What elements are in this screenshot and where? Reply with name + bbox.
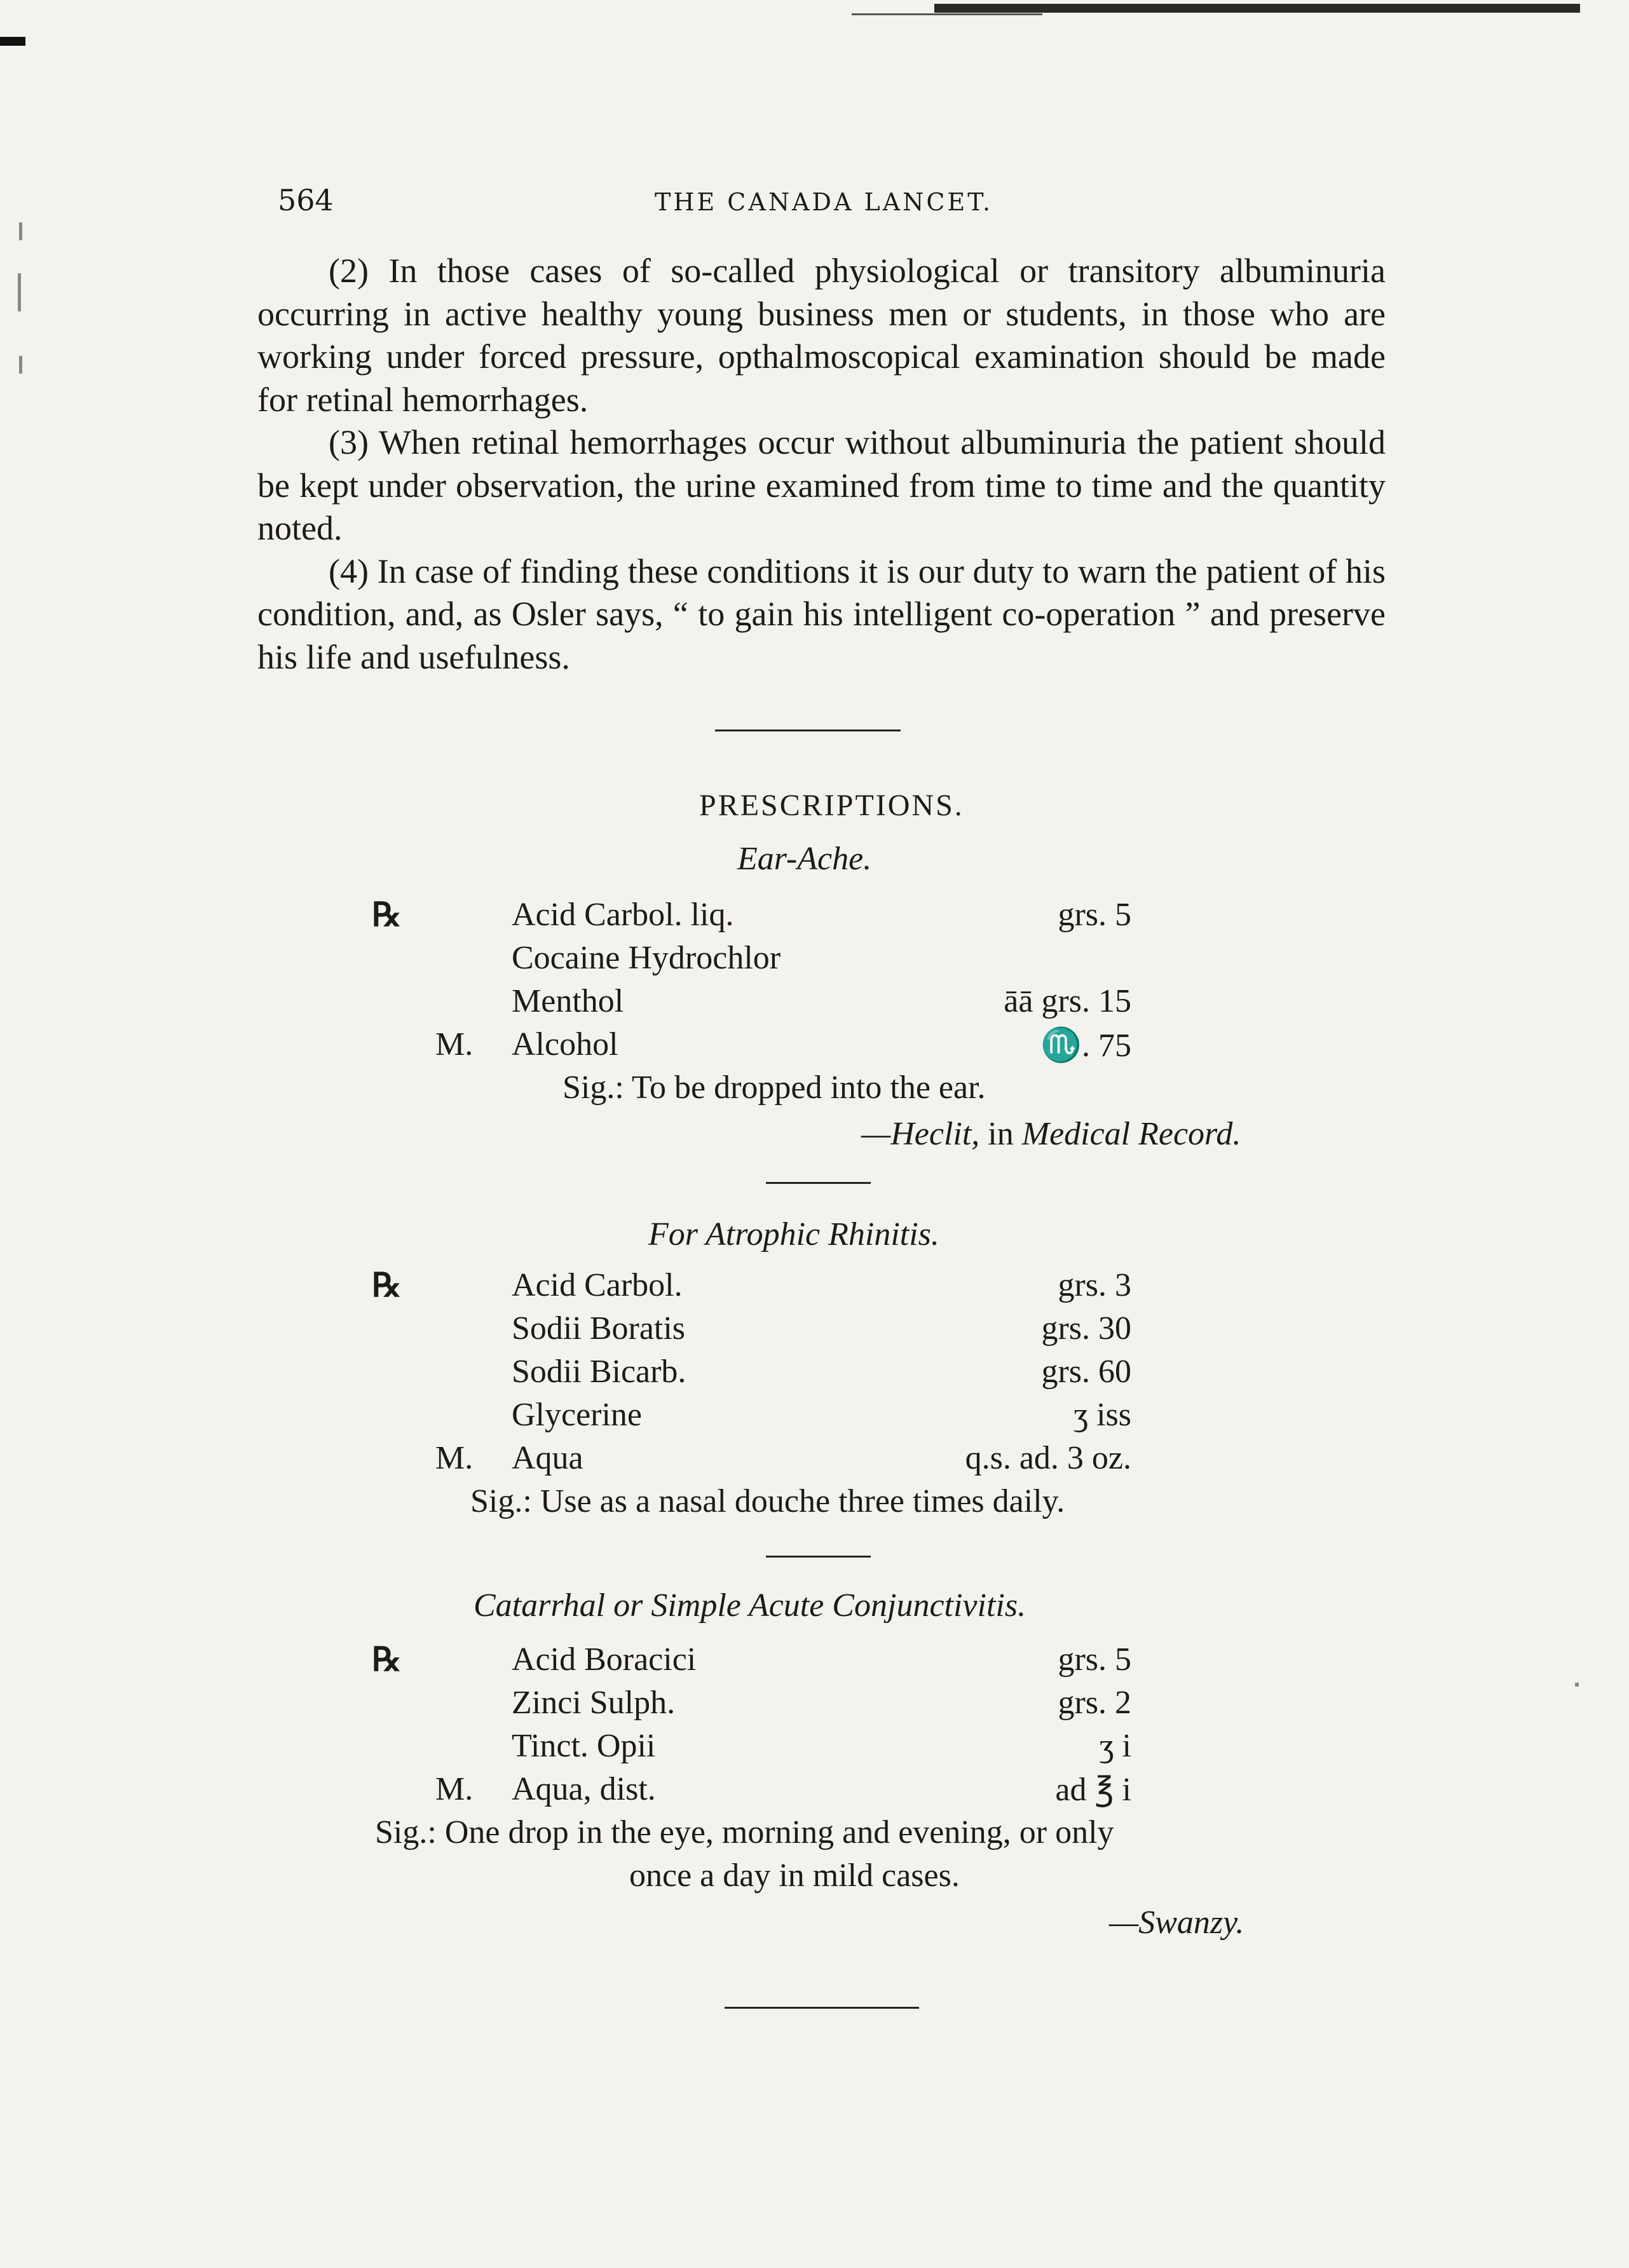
ingredient-quantity: ♏. 75 [1040,1028,1131,1064]
ingredient-name: Zinci Sulph. [512,1685,676,1721]
signa-instruction: Sig.: Use as a nasal douche three times daily. [470,1483,1065,1519]
scan-border-line [852,13,1042,15]
recipe-symbol: ℞ [372,897,402,934]
ingredient-name: Menthol [512,983,624,1019]
section-heading: PRESCRIPTIONS. [699,789,964,822]
ingredient-name: Acid Boracici [512,1641,697,1678]
ingredient-name: Tinct. Opii [512,1728,656,1764]
ingredient-quantity: grs. 5 [1058,897,1131,933]
ingredient-name: Sodii Boratis [512,1310,686,1347]
margin-speck [19,222,22,240]
ingredient-name: Alcohol [512,1026,618,1063]
prescription-title: Catarrhal or Simple Acute Conjunctivitis. [474,1587,1026,1624]
paragraph: (4) In case of finding these conditions it is our duty to warn the patient of his condition, and, as Osler says, “ to gain his intelligent co-operation ” and preserve his life and usefulness. [257,552,1386,676]
signa-instruction-continued: once a day in mild cases. [629,1857,960,1894]
ingredient-quantity: grs. 3 [1058,1267,1131,1303]
mix-symbol: M. [435,1771,474,1807]
ingredient-quantity: āā grs. 15 [1004,983,1131,1019]
attribution [861,1115,1241,1153]
attribution: —Swanzy. [1109,1905,1244,1941]
page-number: 564 [278,183,334,217]
section-divider [725,2007,919,2009]
attribution-source: Medical Record. [1021,1116,1241,1152]
ingredient-quantity: grs. 5 [1058,1641,1131,1678]
mix-symbol: M. [435,1440,474,1476]
ingredient-quantity: grs. 30 [1041,1310,1131,1347]
section-divider [766,1556,871,1558]
margin-speck [1575,1683,1579,1687]
ingredient-quantity: ad ℥ i [1055,1772,1131,1808]
scan-border-bar [934,4,1580,13]
ingredient-name: Acid Carbol. [512,1267,683,1303]
margin-speck [18,273,21,311]
ingredient-quantity: grs. 60 [1041,1354,1131,1390]
margin-speck [19,356,22,374]
ingredient-quantity: q.s. ad. 3 oz. [965,1440,1131,1476]
ingredient-name: Aqua [512,1440,583,1476]
ingredient-name: Sodii Bicarb. [512,1354,686,1390]
paragraph: (2) In those cases of so-called physiological or transitory albuminuria occurring in active healthy young business men or students, in those who are working under forced pressure, opthalmoscopical examination should be made for retinal hemorrhages. [257,252,1386,419]
prescription-title: For Atrophic Rhinitis. [648,1216,939,1253]
paragraph: (3) When retinal hemorrhages occur without albuminuria the patient should be kept under observation, the urine examined from time to time and the quantity noted. [257,423,1386,547]
attribution-connector: in [979,1116,1022,1152]
prescription-title: Ear-Ache. [737,841,872,877]
ingredient-name: Cocaine Hydrochlor [512,940,781,976]
article-body [257,250,1386,679]
recipe-symbol: ℞ [372,1642,402,1678]
running-head: THE CANADA LANCET. [655,188,993,216]
scan-corner-mark [0,37,25,46]
ingredient-quantity: grs. 2 [1058,1685,1131,1721]
signa-instruction: Sig.: To be dropped into the ear. [562,1069,986,1106]
section-divider [715,730,901,731]
ingredient-name: Aqua, dist. [512,1771,656,1807]
signa-instruction: Sig.: One drop in the eye, morning and evening, or only [375,1814,1114,1850]
ingredient-quantity: ʒ iss [1074,1397,1131,1433]
ingredient-quantity: ʒ i [1099,1728,1131,1764]
attribution-author: —Heclit, [861,1116,980,1152]
recipe-symbol: ℞ [372,1268,402,1304]
section-divider [766,1182,871,1184]
mix-symbol: M. [435,1026,474,1063]
ingredient-name: Glycerine [512,1397,643,1433]
ingredient-name: Acid Carbol. liq. [512,897,734,933]
